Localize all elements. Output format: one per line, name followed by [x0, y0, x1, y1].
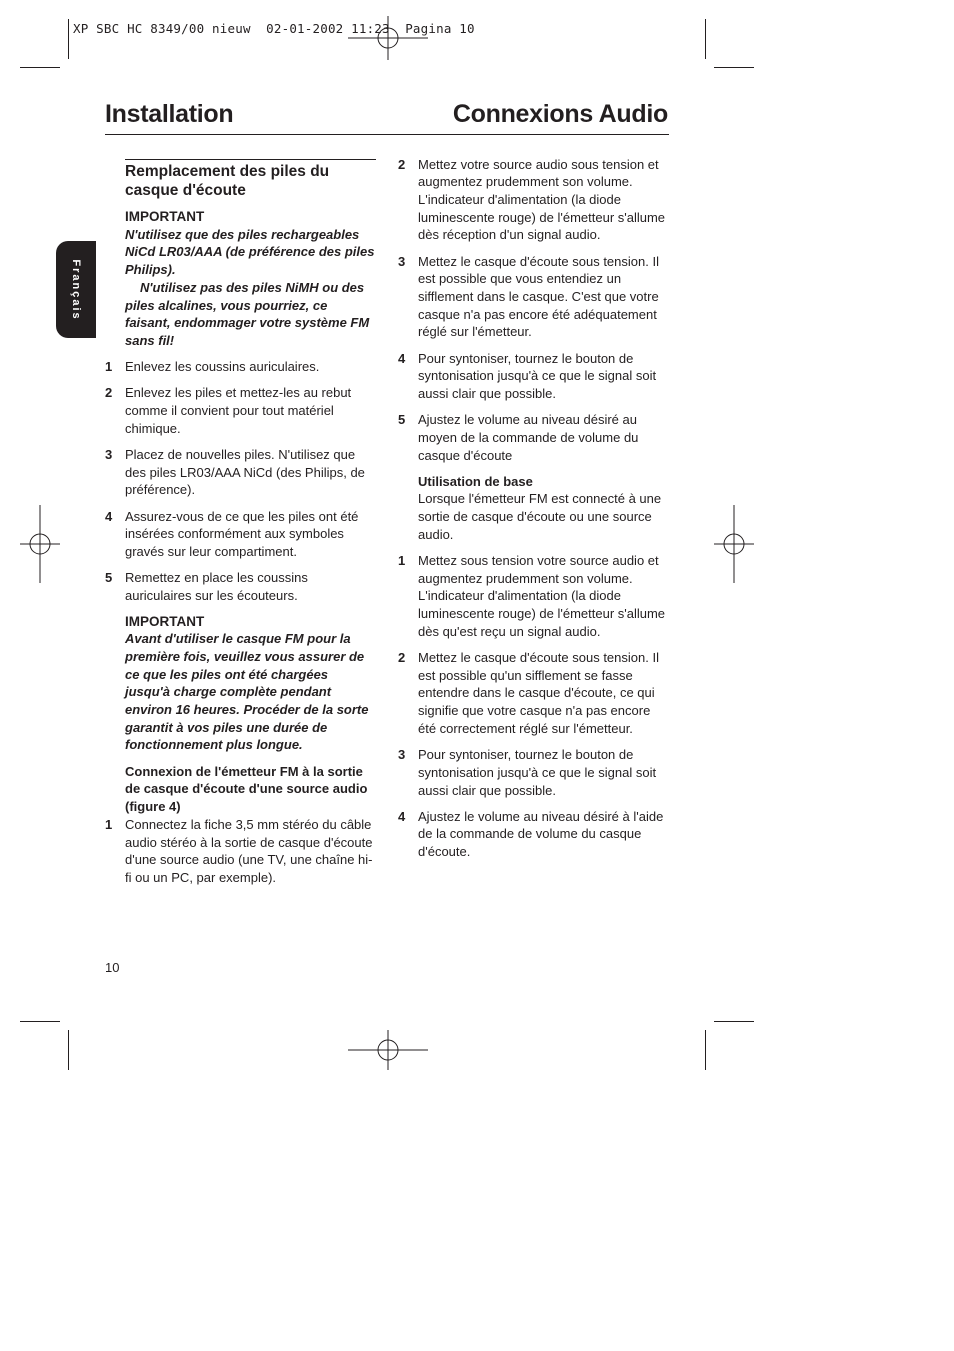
- list-item: [105, 446, 376, 499]
- registration-mark-icon: [348, 16, 428, 60]
- crop-mark: [20, 1021, 60, 1022]
- step-text: Mettez le casque d'écoute sous tension. Il est possible qu'un sifflement se fasse entendre dans le casque d'écoute, ce qui signifie que votre casque n'a pas encore été correctement réglé sur l'émetteur.: [418, 650, 659, 736]
- list-item: [105, 358, 376, 376]
- crop-mark: [714, 67, 754, 68]
- step-number: 2: [398, 156, 406, 172]
- list-item: [105, 569, 376, 604]
- language-tab-label: Français: [70, 258, 82, 321]
- important-label: IMPORTANT: [125, 613, 205, 629]
- list-item: [398, 156, 669, 245]
- page-title-right: Connexions Audio: [452, 100, 668, 128]
- step-number: 3: [398, 253, 406, 269]
- crop-mark: [68, 19, 69, 59]
- step-number: 5: [105, 570, 113, 586]
- right-column: [398, 147, 669, 861]
- registration-mark-icon: [348, 1030, 428, 1070]
- list-item: [105, 816, 376, 887]
- page-number: 10: [105, 960, 120, 975]
- step-text: Enlevez les piles et mettez-les au rebut comme il convient pour tout matériel chimique.: [125, 385, 352, 436]
- list-item: [398, 649, 669, 738]
- registration-mark-icon: [714, 505, 754, 583]
- step-number: 1: [105, 816, 113, 832]
- step-text: Mettez sous tension votre source audio et augmentez prudemment son volume. L'indicateur d'alimentation (la diode luminescente rouge) de l'émetteur s'allume dès qu'est reçu un signal audio.: [418, 553, 666, 639]
- step-number: 5: [398, 412, 406, 428]
- registration-mark-icon: [20, 505, 60, 583]
- list-item: [398, 808, 669, 861]
- step-number: 4: [398, 808, 406, 824]
- important-label: IMPORTANT: [125, 209, 205, 224]
- step-text: Assurez-vous de ce que les piles ont été insérées conformément aux symboles gravés sur leur compartiment.: [125, 508, 359, 559]
- step-text: Pour syntoniser, tournez le bouton de syntonisation jusqu'à ce que le signal soit aussi clair que possible.: [418, 350, 657, 401]
- important-text: N'utilisez pas des piles NiMH ou des piles alcalines, vous pourriez, ce faisant, endommager votre système FM sans fil!: [125, 279, 370, 348]
- list-item: [398, 350, 669, 403]
- page-title-left: Installation: [105, 100, 234, 128]
- left-column: [105, 159, 376, 887]
- header-rule: [105, 134, 669, 135]
- important-text: N'utilisez que des piles rechargeables NiCd LR03/AAA (de préférence des piles Philips).: [125, 226, 375, 278]
- language-tab: [56, 241, 96, 338]
- step-number: 2: [398, 650, 406, 666]
- step-number: 2: [105, 385, 113, 401]
- step-text: Ajustez le volume au niveau désiré à l'aide de la commande de volume du casque d'écoute.: [418, 808, 664, 860]
- subsection-heading: Utilisation de base: [418, 473, 533, 489]
- section-rule: [125, 159, 376, 160]
- step-number: 3: [105, 446, 113, 462]
- step-number: 1: [398, 553, 406, 569]
- important-text: Avant d'utiliser le casque FM pour la première fois, veuillez vous assurer de ce que les piles ont été chargées jusqu'à charge complète pendant environ 16 heures. Procéder de la sorte garantit à vos piles une durée de fonctionnement plus longue.: [125, 631, 369, 753]
- step-text: Placez de nouvelles piles. N'utilisez que des piles LR03/AAA NiCd (des Philips, de préférence).: [125, 446, 365, 498]
- step-text: Connectez la fiche 3,5 mm stéréo du câble audio stéréo à la sortie de casque d'écoute d'une source audio (une TV, une chaîne hi-fi ou un PC, par exemple).: [125, 816, 373, 885]
- crop-mark: [68, 1030, 69, 1070]
- crop-mark: [20, 67, 60, 68]
- list-item: [398, 552, 669, 641]
- step-text: Remettez en place les coussins auriculaires sur les écouteurs.: [125, 570, 308, 603]
- step-text: Ajustez le volume au niveau désiré au moyen de la commande de volume du casque d'écoute: [418, 412, 639, 463]
- step-text: Pour syntoniser, tournez le bouton de syntonisation jusqu'à ce que le signal soit aussi clair que possible.: [418, 747, 657, 798]
- step-number: 4: [398, 350, 406, 366]
- step-text: Enlevez les coussins auriculaires.: [125, 359, 320, 375]
- step-number: 1: [105, 359, 113, 375]
- step-number: 3: [398, 747, 406, 763]
- list-item: [398, 746, 669, 799]
- list-item: [398, 253, 669, 342]
- step-text: Mettez votre source audio sous tension et augmentez prudemment son volume. L'indicateur d'alimentation (la diode luminescente rouge) de l'émetteur s'allume dès réception d'un signal audio.: [418, 156, 666, 243]
- list-item: [398, 411, 669, 464]
- list-item: [105, 384, 376, 437]
- step-text: Mettez le casque d'écoute sous tension. Il est possible que vous entendiez un sifflement dans le casque. C'est que votre casque n'a pas encore été adéquatement réglé sur l'émetteur.: [418, 253, 659, 340]
- print-slug: XP SBC HC 8349/00 nieuw 02-01-2002 11:23 Pagina 10: [73, 21, 475, 36]
- list-item: [105, 508, 376, 561]
- subsection-heading: Connexion de l'émetteur FM à la sortie de casque d'écoute d'une source audio (figure 4): [125, 763, 368, 815]
- section-heading: Remplacement des piles du casque d'écoute: [125, 163, 330, 199]
- step-number: 4: [105, 508, 113, 524]
- crop-mark: [705, 1030, 706, 1070]
- paragraph: Lorsque l'émetteur FM est connecté à une sortie de casque d'écoute ou une source audio.: [418, 491, 662, 542]
- crop-mark: [714, 1021, 754, 1022]
- crop-mark: [705, 19, 706, 59]
